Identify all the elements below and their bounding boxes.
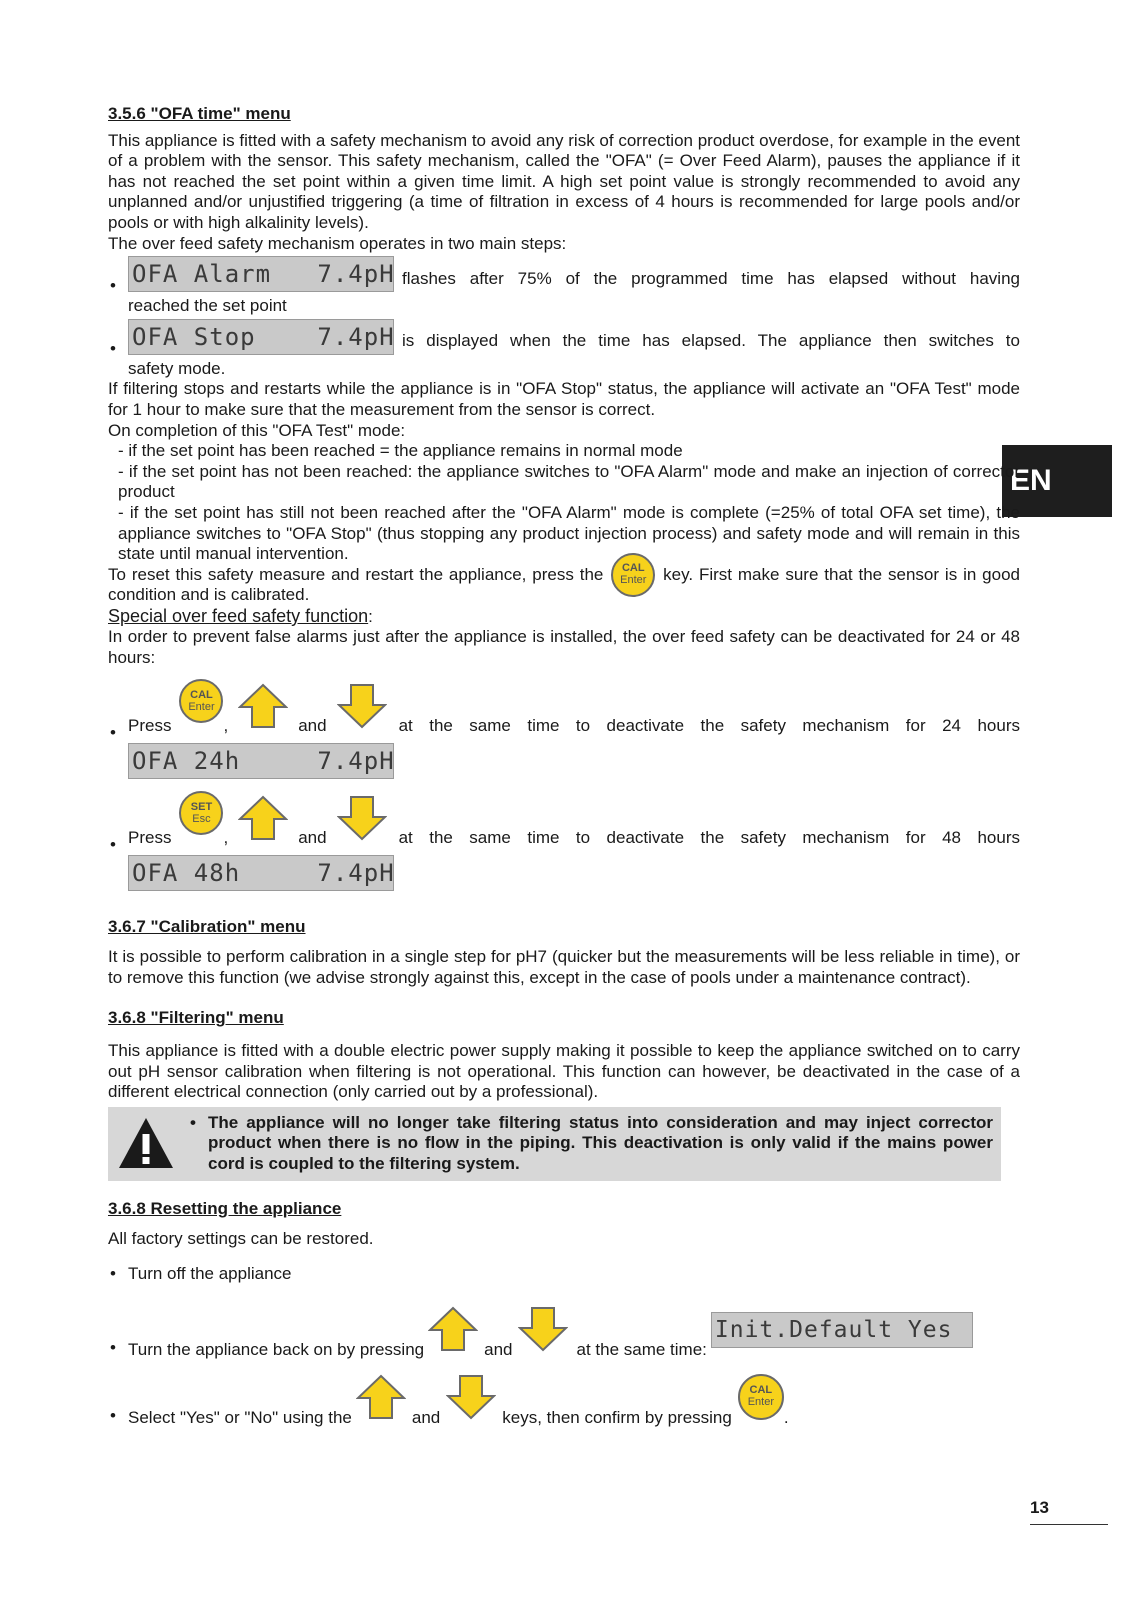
- ofa-completion: On completion of this "OFA Test" mode:: [108, 420, 406, 440]
- warning-text: The appliance will no longer take filtering status into consideration and may inject corrector product when there is no flow in the piping. This deactivation is only valid if the mains power cord is coupled to the filtering system.: [208, 1112, 993, 1173]
- up-arrow-icon: [356, 1374, 406, 1420]
- cal-enter-key-icon: CAL Enter: [611, 553, 655, 597]
- warning-box: • The appliance will no longer take filtering status into consideration and may inject corrector product when there is no flow in the piping. This deactivation is only valid if the mains power cord is coupled to the filtering system.: [108, 1107, 1001, 1181]
- calibration-text: It is possible to perform calibration in a single step for pH7 (quicker but the measurements will be less reliable in time), or to remove this function (we advise strongly against this, except in the case of pools under a maintenance contract).: [108, 947, 1020, 987]
- down-arrow-icon: [337, 683, 387, 729]
- section-heading-ofa-time: 3.5.6 "OFA time" menu: [108, 104, 291, 123]
- filtering-text: This appliance is fitted with a double electric power supply making it possible to keep the appliance switched on to carry out pH sensor calibration when filtering is not operational. This function can however, be deactivated in the case of a different electrical connection (only carried out by a professional).: [108, 1041, 1020, 1102]
- down-arrow-icon: [337, 795, 387, 841]
- section-heading-reset: 3.6.8 Resetting the appliance: [108, 1198, 342, 1218]
- ofa-case-3: - if the set point has still not been reached after the "OFA Alarm" mode is complete (=25% of total OFA set time), the appliance switches to "OFA Stop" (thus stopping any product injection process) and safety mode and will remain in this state until manual intervention.: [118, 502, 1020, 564]
- up-arrow-icon: [428, 1306, 478, 1352]
- section-heading-calibration: 3.6.7 "Calibration" menu: [108, 916, 306, 936]
- lcd-init-default: Init.Default Yes: [711, 1312, 973, 1348]
- bullet-ofa-alarm: • OFA Alarm 7.4pH flashes after 75% of the programmed time has elapsed without having reached the set point: [108, 256, 1020, 317]
- special-ofa-title: Special over feed safety function:: [108, 605, 373, 626]
- reset-step-3: • Select "Yes" or "No" using the and keys, then confirm by pressing CAL Enter .: [108, 1374, 1020, 1428]
- down-arrow-icon: [446, 1374, 496, 1420]
- bullet-deactivate-48h: • Press SET Esc , and at the same time to deactivate the safety mechanism for 48 hours OFA 48h 7.4pH: [108, 791, 1020, 891]
- up-arrow-icon: [238, 795, 288, 841]
- reset-intro: All factory settings can be restored.: [108, 1229, 374, 1249]
- down-arrow-icon: [518, 1306, 568, 1352]
- lcd-ofa-24h: OFA 24h 7.4pH: [128, 743, 394, 779]
- page-number-rule: [1030, 1524, 1108, 1525]
- ofa-case-2: - if the set point has not been reached: the appliance switches to "OFA Alarm" mode and make an injection of corrector product: [118, 461, 1020, 502]
- ofa-steps-intro: The over feed safety mechanism operates in two main steps:: [108, 233, 567, 253]
- bullet-deactivate-24h: • Press CAL Enter , and at the same time to deactivate the safety mechanism for 24 hours OFA 24h 7.4pH: [108, 679, 1020, 779]
- cal-enter-key-icon: CAL Enter: [738, 1374, 784, 1420]
- warning-triangle-icon: [116, 1114, 176, 1174]
- document-page: [108, 104, 1020, 1428]
- special-ofa-text: In order to prevent false alarms just after the appliance is installed, the over feed safety can be deactivated for 24 or 48 hours:: [108, 627, 1020, 668]
- ofa-restart-text: If filtering stops and restarts while the appliance is in "OFA Stop" status, the appliance will activate an "OFA Test" mode for 1 hour to make sure that the measurement from the sensor is correct.: [108, 379, 1020, 419]
- lcd-ofa-stop: OFA Stop 7.4pH: [128, 319, 394, 355]
- lcd-ofa-48h: OFA 48h 7.4pH: [128, 855, 394, 891]
- section-heading-filtering: 3.6.8 "Filtering" menu: [108, 1008, 284, 1028]
- language-tab: EN: [1002, 445, 1112, 517]
- ofa-reset-text: To reset this safety measure and restart the appliance, press the CAL Enter key. First make sure that the sensor is in good condition and is calibrated.: [108, 565, 1020, 606]
- bullet-ofa-stop: • OFA Stop 7.4pH is displayed when the time has elapsed. The appliance then switches to safety mode.: [108, 319, 1020, 380]
- lcd-ofa-alarm: OFA Alarm 7.4pH: [128, 256, 394, 292]
- ofa-case-1: - if the set point has been reached = the appliance remains in normal mode: [118, 441, 683, 461]
- set-esc-key-icon: SET Esc: [179, 791, 223, 835]
- reset-step-1: • Turn off the appliance: [110, 1263, 292, 1283]
- ofa-intro: This appliance is fitted with a safety mechanism to avoid any risk of correction product overdose, for example in the event of a problem with the sensor. This safety mechanism, called the "OFA" (= Over Feed Alarm), pauses the appliance if it has not reached the set point within a given time limit. A high set point value is strongly recommended to avoid any unplanned and/or unjustified triggering (a time of filtration in excess of 4 hours is recommended for large pools and/or pools or with high alkalinity levels).: [108, 130, 1020, 232]
- page-number: 13: [1030, 1498, 1049, 1517]
- reset-step-2: • Turn the appliance back on by pressing and at the same time: Init.Default Yes: [108, 1306, 1020, 1360]
- up-arrow-icon: [238, 683, 288, 729]
- cal-enter-key-icon: CAL Enter: [179, 679, 223, 723]
